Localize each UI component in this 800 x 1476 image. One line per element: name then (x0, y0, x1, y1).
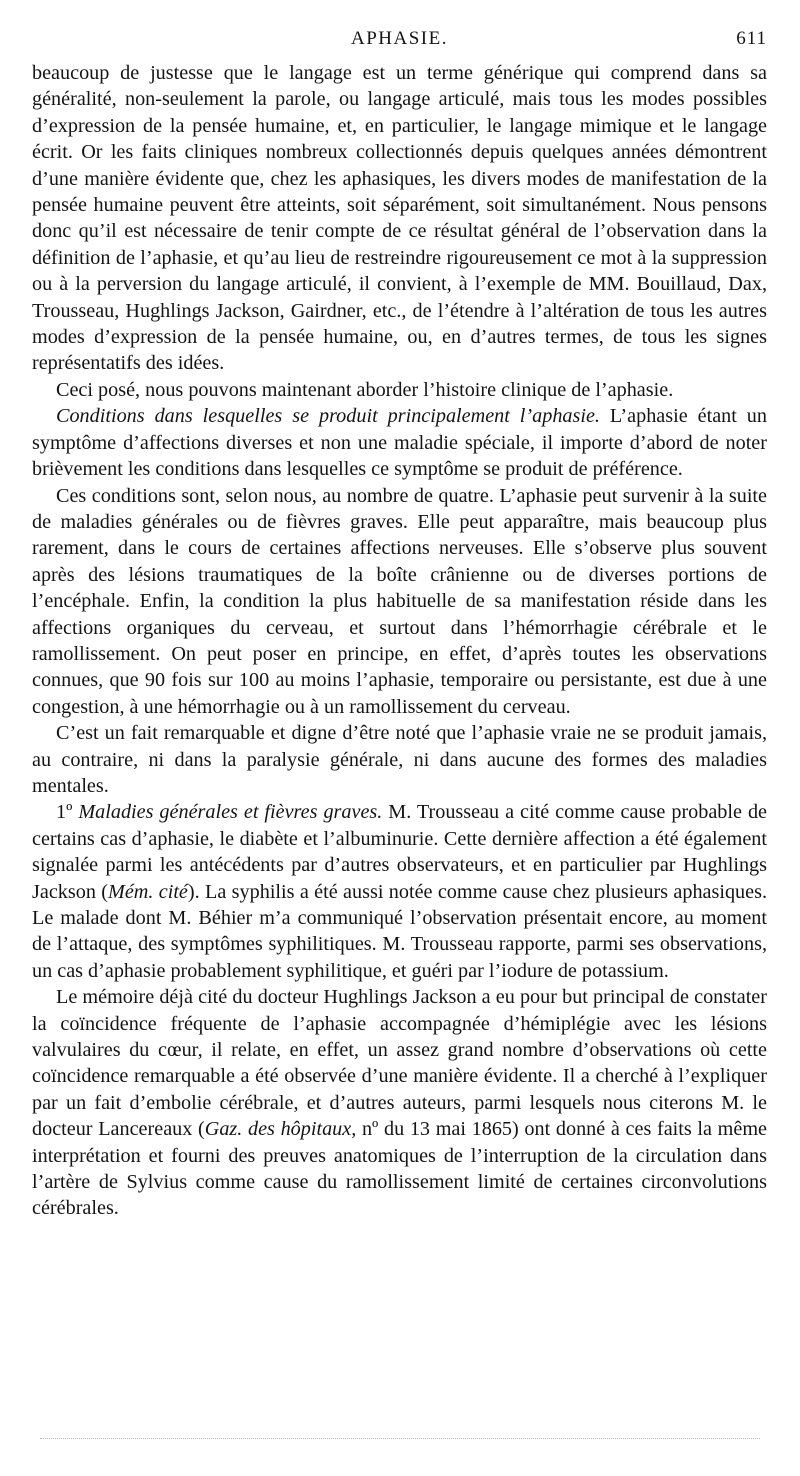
paragraph-text: L’aphasie étant un symptôme d’affections diverses et non une maladie spéciale, il importe d’abord de noter brièvement les conditions dans lesquelles ce symptôme se produit de préférence. (32, 405, 767, 481)
running-head (32, 28, 767, 54)
paragraph-definition (32, 60, 767, 377)
paragraph-hughlings-jackson (32, 984, 767, 1222)
paragraph-transition (32, 377, 767, 403)
paragraph-text: C’est un fait remarquable et digne d’être noté que l’aphasie vraie ne se produit jamais, au contraire, ni dans la paralysie générale, ni dans aucune des formes des maladies mentales. (32, 722, 767, 797)
paragraph-text: ). La syphilis a été aussi notée comme cause chez plusieurs aphasiques. Le malade dont M. Béhier m’a communiqué l’observation présentait encore, au moment de l’attaque, des symptômes syphilitiques. M. Trousseau rapporte, parmi ses observations, un cas d’aphasie probablement syphilitique, et guéri par l’iodure de potassium. (32, 880, 768, 982)
section-heading: Maladies générales et fièvres graves. (72, 801, 383, 824)
paragraph-text: Le mémoire déjà cité du docteur Hughlings Jackson a eu pour but principal de constater la coïncidence fréquente de l’aphasie accompagnée d’hémiplégie avec les lésions valvulaires du cœur, il relate, en effet, un assez grand nombre d’observations où cette coïncidence remarquable a été observée d’une manière évidente. Il a cherché à l’expliquer par un fait d’embolie cérébrale, et d’autres auteurs, parmi lesquels nous citerons M. le docteur Lancereaux ( (32, 986, 767, 1141)
paragraph-text: Ces conditions sont, selon nous, au nombre de quatre. L’aphasie peut survenir à la suite de maladies générales ou de fièvres graves. Elle peut apparaître, mais beaucoup plus rarement, dans le cours de certaines affections nerveuses. Elle s’observe plus souvent après des lésions traumatiques de la boîte crânienne ou de diverses portions de l’encéphale. Enfin, la condition la plus habituelle de sa manifestation réside dans les affections organiques du cerveau, et surtout dans l’hémorrhagie cérébrale et le ramollissement. On peut poser en principe, en effet, d’après toutes les observations connues, que 90 fois sur 100 au moins l’aphasie, temporaire ou persistante, est due à une congestion, à une hémorrhagie ou à un ramollissement du cerveau. (32, 484, 767, 718)
paragraph-four-conditions (32, 483, 767, 721)
paragraph-text: beaucoup de justesse que le langage est un terme générique qui comprend dans sa généralité, non-seulement la parole, ou langage articulé, mais tous les modes possibles d’expression de la pensée humaine, et, en particulier, le langage mimique et le langage écrit. Or les faits cliniques nombreux collectionnés depuis quelques années démontrent d’une manière évidente que, chez les aphasiques, les divers modes de manifestation de la pensée humaine peuvent être atteints, soit séparément, soit simultanément. Nous pensons donc qu’il est nécessaire de tenir compte de ce résultat général de l’observation dans la définition de l’aphasie, et qu’au lieu de restreindre rigoureusement ce mot à la suppression ou à la perversion du langage articulé, il convient, à l’exemple de MM. Bouillaud, Dax, Trousseau, Hughlings Jackson, Gairdner, etc., de l’étendre à l’altération de tous les autres modes d’expression de la pensée humaine, ou, en d’autres termes, de tous les signes représentatifs des idées. (32, 62, 767, 375)
paragraph-text: Ceci posé, nous pouvons maintenant aborder l’histoire clinique de l’aphasie. (56, 378, 674, 401)
running-title: APHASIE. (351, 28, 448, 49)
footer-rule (40, 1438, 760, 1439)
body-text (32, 60, 767, 1222)
citation: Mém. cité (108, 880, 188, 903)
section-heading: Conditions dans lesquelles se produit principalement l’aphasie. (56, 405, 600, 428)
paragraph-text: M. Trousseau a cité comme cause probable de certains cas d’aphasie, le diabète et l’albuminurie. Cette dernière affection a été également signalée parmi les antécédents par d’autres observateurs, et en particulier par Hughlings Jackson ( (32, 801, 767, 903)
paragraph-remark (32, 720, 767, 799)
paragraph-text: nº du 13 mai 1865) ont donné à ces faits la même interprétation et fourni des preuves anatomiques de l’interruption de la circulation dans l’artère de Sylvius comme cause du ramollissement limité de certaines circonvolutions cérébrales. (32, 1118, 767, 1220)
paragraph-conditions (32, 403, 767, 482)
citation: Gaz. des hôpitaux, (204, 1118, 357, 1141)
paragraph-maladies-generales (32, 799, 767, 984)
page-number: 611 (736, 28, 767, 49)
section-number: 1º (56, 801, 73, 824)
